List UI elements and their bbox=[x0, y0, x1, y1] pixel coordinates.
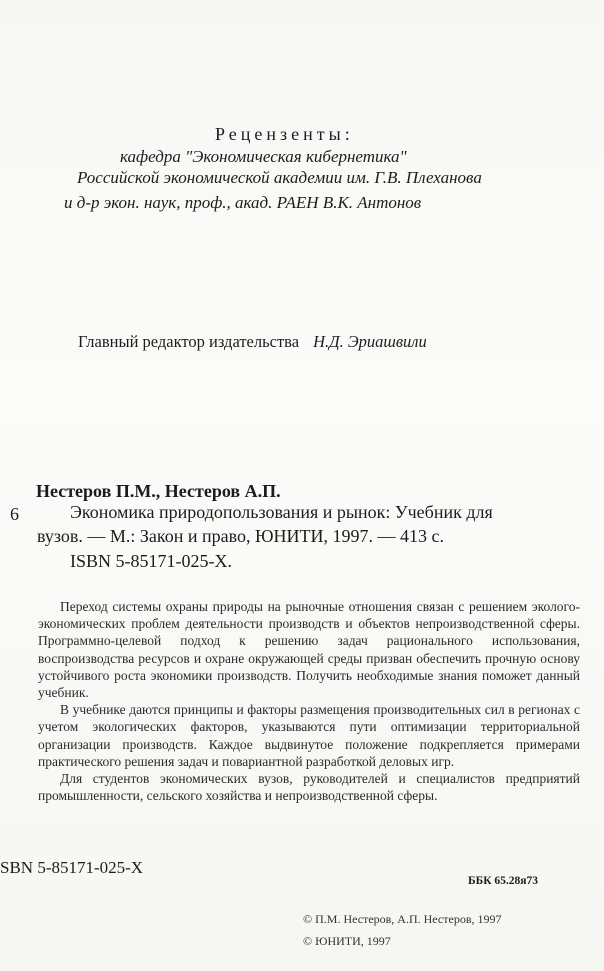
chief-editor-label: Главный редактор издательства bbox=[78, 332, 300, 351]
reviewer-line-2: Российской экономической академии им. Г.В. Плеханова bbox=[77, 168, 482, 187]
reviewers-heading: Рецензенты: bbox=[215, 124, 354, 144]
copyright-authors: © П.М. Нестеров, А.П. Нестеров, 1997 bbox=[303, 912, 502, 926]
reviewer-line-1: кафедра "Экономическая кибернетика" bbox=[120, 147, 407, 166]
annotation-paragraph-2: В учебнике даются принципы и факторы размещения производительных сил в регионах с учетом экологических факторов, указываются пути оптимизации территориальной организации производств. Каждое выдвинутое положение подкрепляется примерами практического решения задач и повариантной разработкой деловых игр. bbox=[38, 702, 580, 769]
annotation-paragraph-1: Переход системы охраны природы на рыночные отношения связан с решением эколого-экономических проблем деятельности производств и объектов непроизводственной сферы. Программно-целевой подход к решению задач рационального использования, воспроизводства ресурсов и охране окружающей среды призван обеспечить прочную основу устойчивого роста экономики производств. Получить необходимые знания поможет данный учебник. bbox=[38, 599, 580, 701]
reviewer-line-3: и д-р экон. наук, проф., акад. РАЕН В.К. Антонов bbox=[64, 193, 422, 212]
authors: Нестеров П.М., Нестеров А.П. bbox=[36, 481, 281, 501]
copyright-publisher: © ЮНИТИ, 1997 bbox=[303, 934, 391, 948]
annotation bbox=[38, 598, 580, 804]
publisher-line: вузов. — М.: Закон и право, ЮНИТИ, 1997. — 413 с. bbox=[37, 526, 444, 546]
isbn-footer: SBN 5-85171-025-X bbox=[0, 858, 144, 877]
bbk-code: ББК 65.28я73 bbox=[468, 875, 539, 887]
chief-editor bbox=[78, 332, 427, 352]
chief-editor-name: Н.Д. Эриашвили bbox=[313, 332, 427, 351]
annotation-paragraph-3: Для студентов экономических вузов, руководителей и специалистов предприятий промышленности, сельского хозяйства и непроизводственной сферы. bbox=[38, 771, 580, 804]
book-title-line: Экономика природопользования и рынок: Учебник для bbox=[70, 502, 493, 522]
isbn-line: ISBN 5-85171-025-X. bbox=[70, 551, 232, 571]
catalog-index: 6 bbox=[10, 504, 19, 524]
